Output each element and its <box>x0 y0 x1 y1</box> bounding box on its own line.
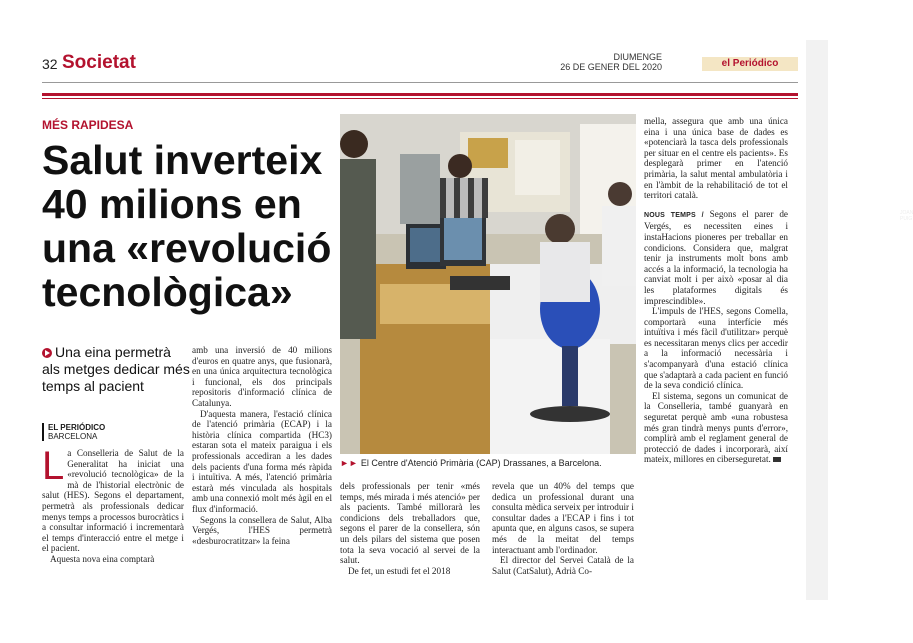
paragraph: mella, assegura que amb una única eina i una única base de dades es «potenciarà la tasca dels professionals per situar en el centre els pacients». Es desplegarà primer en l'atenció primària, la salut mental ambulatòria i en l'àmbit de la rehabilitació de tot el territori català. <box>644 116 788 201</box>
paragraph: De fet, un estudi fet el 2018 <box>348 565 451 576</box>
article-column-4 <box>492 481 634 576</box>
article-column-3 <box>340 481 480 576</box>
header-divider <box>42 93 798 96</box>
drop-cap: L <box>42 444 65 488</box>
paragraph: NOUS TEMPS / Segons el parer de Vergés, es necessiten eines i instaHacions pioneres per treballar en condicions. Considera que, malgrat tenir ja instruments molt bons amb accés a la informació, la tecnologia ha canviat molt i per això «posar al dia les plataformes digitals és imprescindible». <box>644 208 789 306</box>
photo-illustration <box>340 114 636 454</box>
byline <box>42 423 105 441</box>
article-headline: Salut inverteix 40 milions en una «revolució tecnològica» <box>42 137 332 315</box>
paragraph: dels professionals per tenir «més temps, més mirada i més atenció» per als pacients. També millorarà les condicions dels treballadors que, segons el parer de la consellera, són un dels pilars del sistema que posen tota la seva vocació al servei de la salut. <box>340 481 480 566</box>
issue-day: DIUMENGE <box>613 52 662 62</box>
article-column-2 <box>192 345 332 546</box>
page-header <box>42 42 798 83</box>
inline-subhead: NOUS TEMPS / <box>644 211 704 219</box>
byline-org: EL PERIÓDICO <box>48 423 106 432</box>
caption-text: El Centre d'Atenció Primària (CAP) Drassanes, a Barcelona. <box>360 458 602 468</box>
paragraph: revela que un 40% del temps que dedica un professional durant una consulta mèdica serveix per introduir i consultar dades a l'ECAP i fins i tot apunta que, en alguns casos, se supera més de la meitat del temps interactuant amb l'ordinador. <box>492 481 634 555</box>
paragraph: amb una inversió de 40 milions d'euros en quatre anys, que fusionarà, en una única arquitectura tecnològica i funcional, els dos principals repositoris d'informació clínica de Catalunya. <box>192 345 332 408</box>
issue-date <box>482 52 662 72</box>
page-edge <box>806 40 828 600</box>
header-divider-thin <box>42 98 798 99</box>
article-subhead <box>42 344 190 395</box>
page-number: 32 <box>42 56 58 72</box>
photo-caption <box>340 458 636 468</box>
end-of-article-icon <box>773 457 781 462</box>
paragraph: El sistema, segons un comunicat de la Conselleria, també guanyarà en seguretat perquè amb «una robustesa més gran tindrà menys punts d'error», complirà amb el reglament general de protecció de dades i incorporarà, així mateix, millores en ciberseguretat. <box>644 390 788 465</box>
caption-arrow-icon: ►► <box>340 458 358 468</box>
article-column-5 <box>644 116 788 465</box>
newspaper-page <box>28 20 913 610</box>
section-title: Societat <box>62 52 136 73</box>
paragraph: D'aquesta manera, l'estació clínica de l'atenció primària (ECAP) i la història clínica compartida (HC3) estaran sota el mateix paraigua i els professionals accediran a les dades dels pacients d'una forma més ràpida i intuïtiva. A més, l'atenció primària estarà més vinculada als hospitals amb una connexió molt més àgil en el flux d'informació. <box>192 408 332 514</box>
paragraph: La Conselleria de Salut de la Generalitat ha iniciat una «revolució tecnològica» de la mà de l'historial electrònic de salut (HES). Segons el departament, permetrà als professionals dedicar menys temps a processos burocràtics i a consultar informació i incrementarà el temps d'interacció entre el metge i el pacient. <box>42 444 184 554</box>
paragraph: L'impuls de l'HES, segons Comella, comportarà «una interfície més intuïtiva i més fàcil d'utilitzar» perquè es necessitaran menys clics per accedir a la informació necessària i s'acompanyarà d'una estació clínica que s'adaptarà a cada pacient en funció de la seva condició clínica. <box>644 306 788 391</box>
paragraph: El director del Servei Català de la Salut (CatSalut), Adrià Co- <box>492 555 634 576</box>
paragraph: Segons la consellera de Salut, Alba Vergés, l'HES permetrà «desburocratitzar» la feina <box>192 514 332 546</box>
photo-credit: JOAN PUIG <box>900 210 913 222</box>
subhead-text: Una eina permetrà als metges dedicar més temps al pacient <box>42 344 190 394</box>
issue-full-date: 26 DE GENER DEL 2020 <box>560 62 662 72</box>
paragraph: Aquesta nova eina comptarà <box>50 553 155 564</box>
newspaper-logo: el Periódico <box>702 57 798 71</box>
article-column-1 <box>42 444 184 565</box>
byline-place: BARCELONA <box>48 432 98 441</box>
play-bullet-icon <box>42 348 52 358</box>
article-kicker: MÉS RAPIDESA <box>42 118 134 132</box>
